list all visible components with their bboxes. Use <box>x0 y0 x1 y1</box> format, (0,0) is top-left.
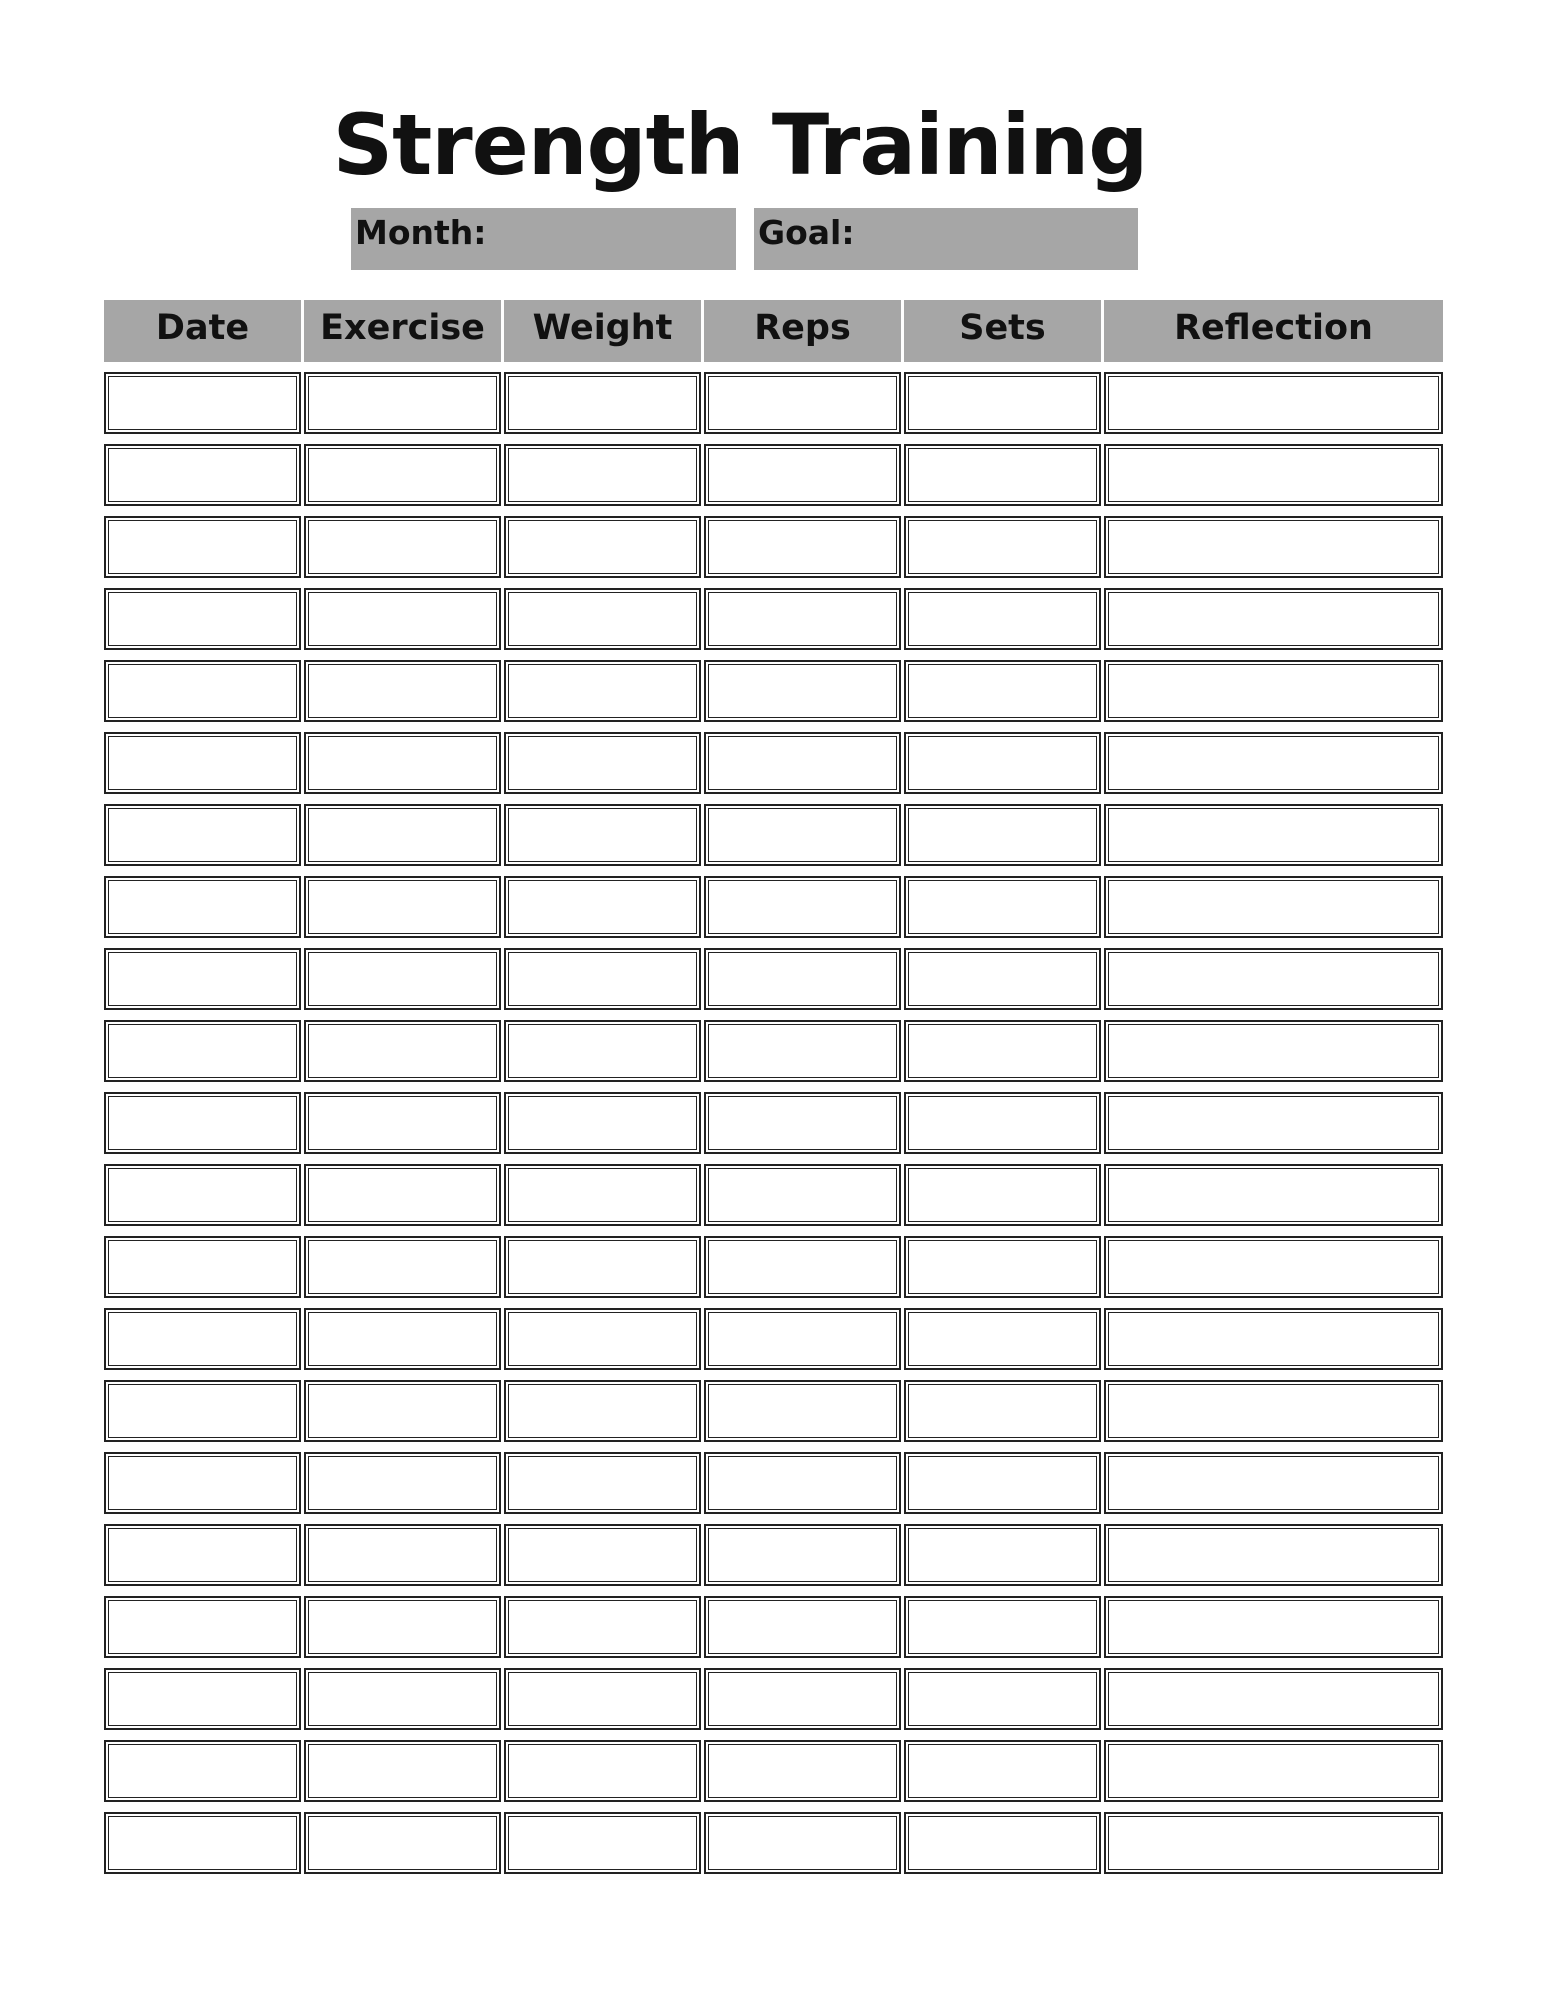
cell-weight[interactable] <box>504 660 701 722</box>
cell-weight[interactable] <box>504 1308 701 1370</box>
cell-sets[interactable] <box>904 1668 1101 1730</box>
cell-date[interactable] <box>104 1236 301 1298</box>
cell-reps[interactable] <box>704 1164 901 1226</box>
cell-reflection[interactable] <box>1104 372 1443 434</box>
cell-sets[interactable] <box>904 516 1101 578</box>
cell-weight[interactable] <box>504 444 701 506</box>
table-row <box>104 1740 1446 1802</box>
cell-exercise[interactable] <box>304 1236 501 1298</box>
table-body <box>104 372 1446 1884</box>
cell-weight[interactable] <box>504 516 701 578</box>
cell-reflection[interactable] <box>1104 1812 1443 1874</box>
cell-exercise[interactable] <box>304 876 501 938</box>
table-row <box>104 948 1446 1010</box>
cell-date[interactable] <box>104 1812 301 1874</box>
cell-weight[interactable] <box>504 1524 701 1586</box>
table-row <box>104 1452 1446 1514</box>
column-header-weight: Weight <box>504 300 701 362</box>
cell-date[interactable] <box>104 588 301 650</box>
table-row <box>104 732 1446 794</box>
cell-weight[interactable] <box>504 1812 701 1874</box>
cell-date[interactable] <box>104 876 301 938</box>
cell-reflection[interactable] <box>1104 1020 1443 1082</box>
cell-sets[interactable] <box>904 1380 1101 1442</box>
cell-sets[interactable] <box>904 1812 1101 1874</box>
cell-sets[interactable] <box>904 1452 1101 1514</box>
cell-reflection[interactable] <box>1104 876 1443 938</box>
cell-exercise[interactable] <box>304 444 501 506</box>
cell-reps[interactable] <box>704 588 901 650</box>
cell-reps[interactable] <box>704 1596 901 1658</box>
cell-reps[interactable] <box>704 516 901 578</box>
cell-weight[interactable] <box>504 1668 701 1730</box>
cell-weight[interactable] <box>504 1740 701 1802</box>
cell-sets[interactable] <box>904 1164 1101 1226</box>
page-title: Strength Training <box>332 96 1148 194</box>
cell-date[interactable] <box>104 1164 301 1226</box>
cell-reps[interactable] <box>704 444 901 506</box>
cell-reps[interactable] <box>704 372 901 434</box>
table-row <box>104 1308 1446 1370</box>
cell-reflection[interactable] <box>1104 1092 1443 1154</box>
table-row <box>104 1092 1446 1154</box>
cell-reps[interactable] <box>704 1452 901 1514</box>
cell-reflection[interactable] <box>1104 444 1443 506</box>
column-header-reflection: Reflection <box>1104 300 1443 362</box>
cell-exercise[interactable] <box>304 588 501 650</box>
cell-reps[interactable] <box>704 732 901 794</box>
cell-exercise[interactable] <box>304 516 501 578</box>
cell-weight[interactable] <box>504 732 701 794</box>
cell-reflection[interactable] <box>1104 1668 1443 1730</box>
cell-reflection[interactable] <box>1104 732 1443 794</box>
cell-date[interactable] <box>104 948 301 1010</box>
cell-weight[interactable] <box>504 372 701 434</box>
cell-exercise[interactable] <box>304 660 501 722</box>
cell-reps[interactable] <box>704 1236 901 1298</box>
cell-date[interactable] <box>104 1380 301 1442</box>
cell-exercise[interactable] <box>304 1524 501 1586</box>
cell-date[interactable] <box>104 1092 301 1154</box>
cell-sets[interactable] <box>904 588 1101 650</box>
table-row <box>104 1020 1446 1082</box>
cell-reps[interactable] <box>704 1740 901 1802</box>
cell-reps[interactable] <box>704 1020 901 1082</box>
table-row <box>104 804 1446 866</box>
cell-date[interactable] <box>104 804 301 866</box>
cell-reps[interactable] <box>704 1092 901 1154</box>
cell-date[interactable] <box>104 732 301 794</box>
cell-exercise[interactable] <box>304 372 501 434</box>
cell-weight[interactable] <box>504 1452 701 1514</box>
cell-reps[interactable] <box>704 804 901 866</box>
cell-date[interactable] <box>104 1668 301 1730</box>
cell-reflection[interactable] <box>1104 1308 1443 1370</box>
month-field[interactable] <box>351 208 736 270</box>
table-row <box>104 588 1446 650</box>
cell-reflection[interactable] <box>1104 1524 1443 1586</box>
table-row <box>104 444 1446 506</box>
cell-weight[interactable] <box>504 948 701 1010</box>
table-row <box>104 1668 1446 1730</box>
cell-weight[interactable] <box>504 1236 701 1298</box>
cell-weight[interactable] <box>504 1596 701 1658</box>
column-header-date: Date <box>104 300 301 362</box>
cell-sets[interactable] <box>904 660 1101 722</box>
column-header-exercise: Exercise <box>304 300 501 362</box>
cell-reflection[interactable] <box>1104 1596 1443 1658</box>
cell-reflection[interactable] <box>1104 1740 1443 1802</box>
table-header <box>104 300 1446 362</box>
goal-field[interactable] <box>754 208 1138 270</box>
table-row <box>104 1524 1446 1586</box>
cell-date[interactable] <box>104 372 301 434</box>
cell-exercise[interactable] <box>304 1380 501 1442</box>
cell-exercise[interactable] <box>304 1308 501 1370</box>
cell-weight[interactable] <box>504 588 701 650</box>
cell-reflection[interactable] <box>1104 1236 1443 1298</box>
cell-date[interactable] <box>104 1020 301 1082</box>
cell-date[interactable] <box>104 516 301 578</box>
table-row <box>104 1380 1446 1442</box>
table-row <box>104 372 1446 434</box>
cell-reflection[interactable] <box>1104 588 1443 650</box>
cell-reflection[interactable] <box>1104 1452 1443 1514</box>
month-label: Month: <box>355 213 487 252</box>
table-row <box>104 1596 1446 1658</box>
cell-reps[interactable] <box>704 876 901 938</box>
cell-weight[interactable] <box>504 1164 701 1226</box>
cell-exercise[interactable] <box>304 1668 501 1730</box>
column-header-reps: Reps <box>704 300 901 362</box>
cell-sets[interactable] <box>904 444 1101 506</box>
cell-sets[interactable] <box>904 1236 1101 1298</box>
table-row <box>104 660 1446 722</box>
cell-exercise[interactable] <box>304 1596 501 1658</box>
cell-sets[interactable] <box>904 732 1101 794</box>
cell-date[interactable] <box>104 1740 301 1802</box>
cell-exercise[interactable] <box>304 732 501 794</box>
table-row <box>104 1812 1446 1874</box>
cell-reps[interactable] <box>704 660 901 722</box>
table-row <box>104 516 1446 578</box>
cell-sets[interactable] <box>904 1596 1101 1658</box>
cell-exercise[interactable] <box>304 1092 501 1154</box>
cell-reflection[interactable] <box>1104 804 1443 866</box>
cell-sets[interactable] <box>904 1524 1101 1586</box>
cell-reflection[interactable] <box>1104 1380 1443 1442</box>
cell-reps[interactable] <box>704 948 901 1010</box>
cell-date[interactable] <box>104 1308 301 1370</box>
cell-sets[interactable] <box>904 1020 1101 1082</box>
table-row <box>104 876 1446 938</box>
cell-exercise[interactable] <box>304 1164 501 1226</box>
cell-sets[interactable] <box>904 1740 1101 1802</box>
column-header-sets: Sets <box>904 300 1101 362</box>
goal-label: Goal: <box>758 213 855 252</box>
cell-sets[interactable] <box>904 876 1101 938</box>
cell-sets[interactable] <box>904 804 1101 866</box>
cell-sets[interactable] <box>904 948 1101 1010</box>
cell-date[interactable] <box>104 1452 301 1514</box>
cell-weight[interactable] <box>504 804 701 866</box>
table-row <box>104 1164 1446 1226</box>
cell-exercise[interactable] <box>304 804 501 866</box>
cell-exercise[interactable] <box>304 1740 501 1802</box>
cell-reps[interactable] <box>704 1668 901 1730</box>
cell-date[interactable] <box>104 1524 301 1586</box>
cell-reflection[interactable] <box>1104 660 1443 722</box>
cell-exercise[interactable] <box>304 1812 501 1874</box>
table-row <box>104 1236 1446 1298</box>
cell-sets[interactable] <box>904 372 1101 434</box>
cell-weight[interactable] <box>504 1092 701 1154</box>
cell-reps[interactable] <box>704 1524 901 1586</box>
cell-reps[interactable] <box>704 1812 901 1874</box>
cell-exercise[interactable] <box>304 948 501 1010</box>
cell-exercise[interactable] <box>304 1452 501 1514</box>
cell-date[interactable] <box>104 444 301 506</box>
cell-date[interactable] <box>104 1596 301 1658</box>
cell-weight[interactable] <box>504 1020 701 1082</box>
cell-sets[interactable] <box>904 1092 1101 1154</box>
cell-date[interactable] <box>104 660 301 722</box>
cell-reflection[interactable] <box>1104 516 1443 578</box>
cell-sets[interactable] <box>904 1308 1101 1370</box>
cell-weight[interactable] <box>504 1380 701 1442</box>
cell-exercise[interactable] <box>304 1020 501 1082</box>
cell-reps[interactable] <box>704 1380 901 1442</box>
cell-reflection[interactable] <box>1104 948 1443 1010</box>
cell-reflection[interactable] <box>1104 1164 1443 1226</box>
cell-reps[interactable] <box>704 1308 901 1370</box>
cell-weight[interactable] <box>504 876 701 938</box>
